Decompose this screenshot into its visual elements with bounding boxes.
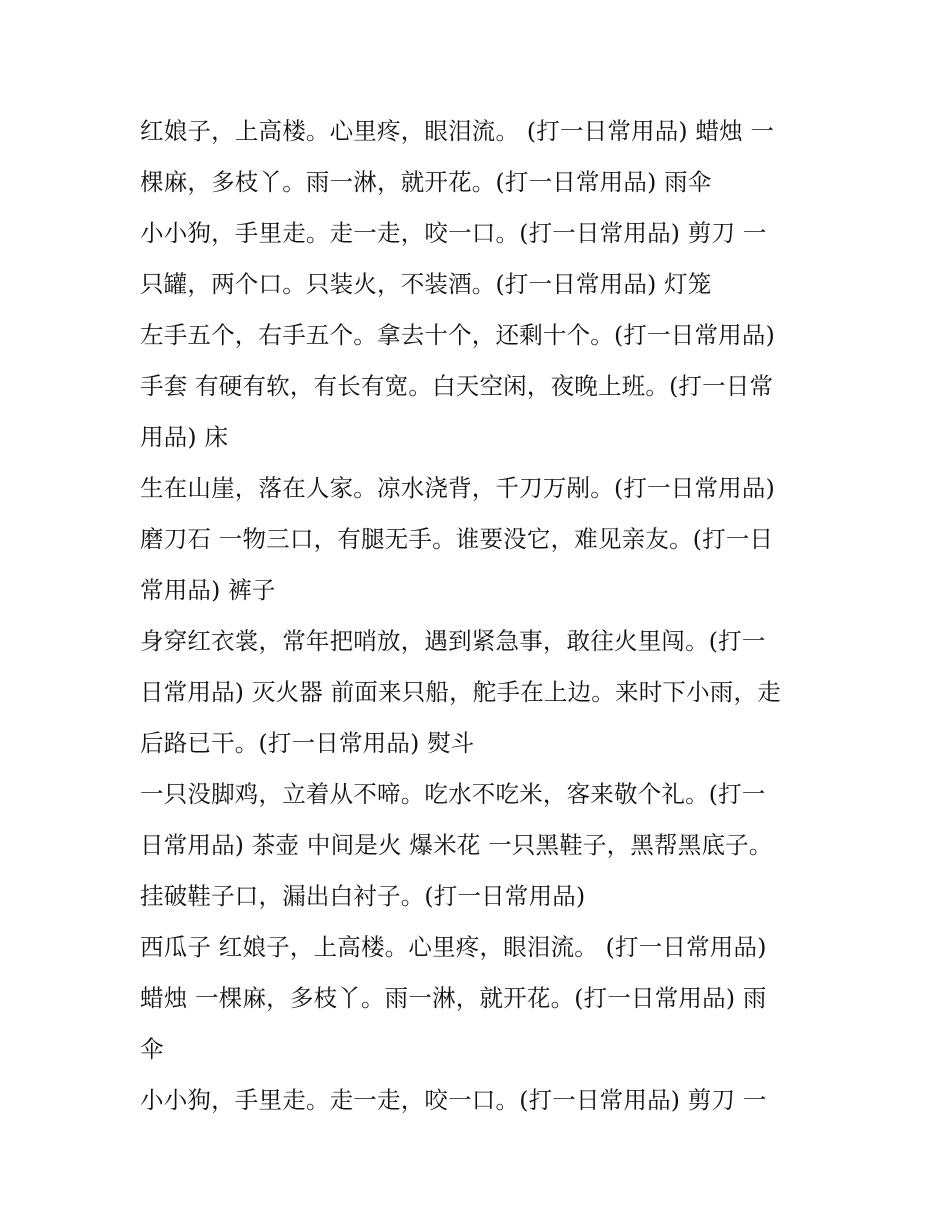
text-line: 伞 (140, 1035, 164, 1063)
text-line: 常用品) 裤子 (140, 576, 276, 604)
text-line: 手套 有硬有软，有长有宽。白天空闲，夜晚上班。(打一日常 (140, 372, 774, 400)
riddle-text-body (140, 106, 820, 1126)
text-line: 只罐，两个口。只装火，不装酒。(打一日常用品) 灯笼 (140, 270, 712, 298)
text-line: 磨刀石 一物三口，有腿无手。谁要没它，难见亲友。(打一日 (140, 525, 774, 553)
text-line: 小小狗，手里走。走一走，咬一口。(打一日常用品) 剪刀 一 (140, 1086, 767, 1114)
text-line: 西瓜子 红娘子，上高楼。心里疼，眼泪流。 (打一日常用品) (140, 933, 767, 961)
text-line: 左手五个，右手五个。拿去十个，还剩十个。(打一日常用品) (140, 321, 775, 349)
text-line: 一只没脚鸡，立着从不啼。吃水不吃米，客来敬个礼。(打一 (140, 780, 766, 808)
text-line: 用品) 床 (140, 423, 229, 451)
text-line: 身穿红衣裳，常年把哨放，遇到紧急事，敢往火里闯。(打一 (140, 627, 766, 655)
text-line: 小小狗，手里走。走一走，咬一口。(打一日常用品) 剪刀 一 (140, 219, 767, 247)
text-line: 后路已干。(打一日常用品) 熨斗 (140, 729, 475, 757)
text-line: 红娘子，上高楼。心里疼，眼泪流。 (打一日常用品) 蜡烛 一 (140, 117, 775, 145)
text-line: 日常用品) 茶壶 中间是火 爆米花 一只黑鞋子，黑帮黑底子。 (140, 831, 773, 859)
text-line: 蜡烛 一棵麻，多枝丫。雨一淋，就开花。(打一日常用品) 雨 (140, 984, 767, 1012)
text-line: 棵麻，多枝丫。雨一淋，就开花。(打一日常用品) 雨伞 (140, 168, 712, 196)
text-line: 日常用品) 灭火器 前面来只船，舵手在上边。来时下小雨，走 (140, 678, 781, 706)
text-line: 生在山崖，落在人家。凉水浇背，千刀万剐。(打一日常用品) (140, 474, 775, 502)
text-line: 挂破鞋子口，漏出白衬子。(打一日常用品) (140, 882, 586, 910)
